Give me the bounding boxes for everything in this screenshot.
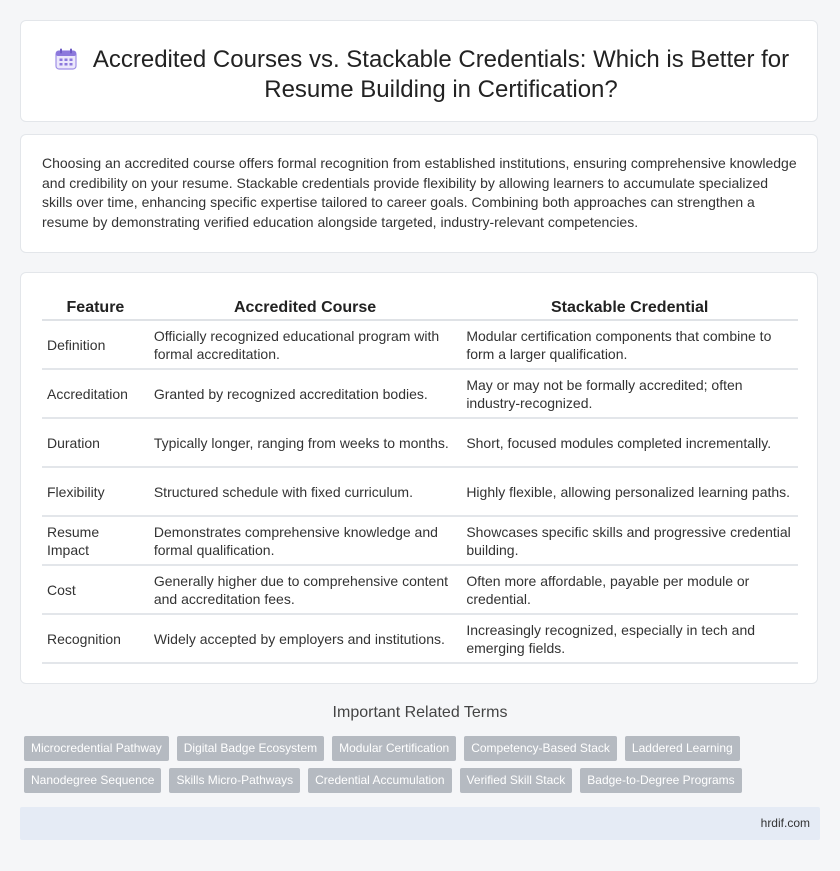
related-term-tag[interactable]: Modular Certification [332,736,456,761]
related-term-tag[interactable]: Nanodegree Sequence [24,768,161,793]
stackable-cell: May or may not be formally accredited; often industry-recognized. [461,369,798,418]
accredited-cell: Granted by recognized accreditation bodies. [149,369,461,418]
related-terms-row [24,736,740,761]
related-term-tag[interactable]: Verified Skill Stack [460,768,573,793]
related-term-tag[interactable]: Skills Micro-Pathways [169,768,300,793]
title-card [20,20,818,122]
header-accredited-course: Accredited Course [149,297,461,320]
table-row [42,418,798,467]
feature-cell: Accreditation [42,369,149,418]
feature-cell: Duration [42,418,149,467]
related-term-tag[interactable]: Microcredential Pathway [24,736,169,761]
table-row [42,516,798,565]
related-terms-row [24,768,742,793]
comparison-table [42,297,798,664]
header-feature: Feature [42,297,149,320]
page-title: Accredited Courses vs. Stackable Credentials: Which is Better for Resume Building in Certification? [92,46,790,103]
table-row [42,467,798,516]
stackable-cell: Short, focused modules completed incrementally. [461,418,798,467]
feature-cell: Definition [42,320,149,369]
stackable-cell: Increasingly recognized, especially in tech and emerging fields. [461,614,798,663]
header-stackable-credential: Stackable Credential [461,297,798,320]
related-terms-heading: Important Related Terms [332,704,508,721]
table-row [42,320,798,369]
stackable-cell: Modular certification components that combine to form a larger qualification. [461,320,798,369]
related-term-tag[interactable]: Laddered Learning [625,736,740,761]
related-term-tag[interactable]: Badge-to-Degree Programs [580,768,741,793]
feature-cell: Cost [42,565,149,614]
accredited-cell: Generally higher due to comprehensive content and accreditation fees. [149,565,461,614]
stackable-cell: Showcases specific skills and progressive credential building. [461,516,798,565]
accredited-cell: Widely accepted by employers and institutions. [149,614,461,663]
footer-site-link[interactable]: hrdif.com [760,816,810,830]
table-row [42,614,798,663]
accredited-cell: Structured schedule with fixed curriculum. [149,467,461,516]
comparison-table-card [20,272,818,684]
stackable-cell: Often more affordable, payable per module or credential. [461,565,798,614]
related-term-tag[interactable]: Competency-Based Stack [464,736,617,761]
calendar-icon [55,48,77,70]
feature-cell: Flexibility [42,467,149,516]
table-row [42,565,798,614]
related-term-tag[interactable]: Digital Badge Ecosystem [177,736,324,761]
accredited-cell: Officially recognized educational program with formal accreditation. [149,320,461,369]
accredited-cell: Demonstrates comprehensive knowledge and formal qualification. [149,516,461,565]
intro-card [20,134,818,253]
footer [20,807,820,840]
related-term-tag[interactable]: Credential Accumulation [308,768,451,793]
table-header-row [42,297,798,320]
feature-cell: Resume Impact [42,516,149,565]
table-row [42,369,798,418]
stackable-cell: Highly flexible, allowing personalized learning paths. [461,467,798,516]
feature-cell: Recognition [42,614,149,663]
intro-paragraph: Choosing an accredited course offers formal recognition from established institutions, ensuring comprehensive knowledge and credibility on your resume. Stackable credentials provide flexibility by allowing learners to accumulate specialized skills over time, enhancing specific expertise tailored to career goals. Combining both approaches can strengthen a resume by demonstrating verified education alongside targeted, industry-relevant competencies. [42,155,797,230]
accredited-cell: Typically longer, ranging from weeks to months. [149,418,461,467]
